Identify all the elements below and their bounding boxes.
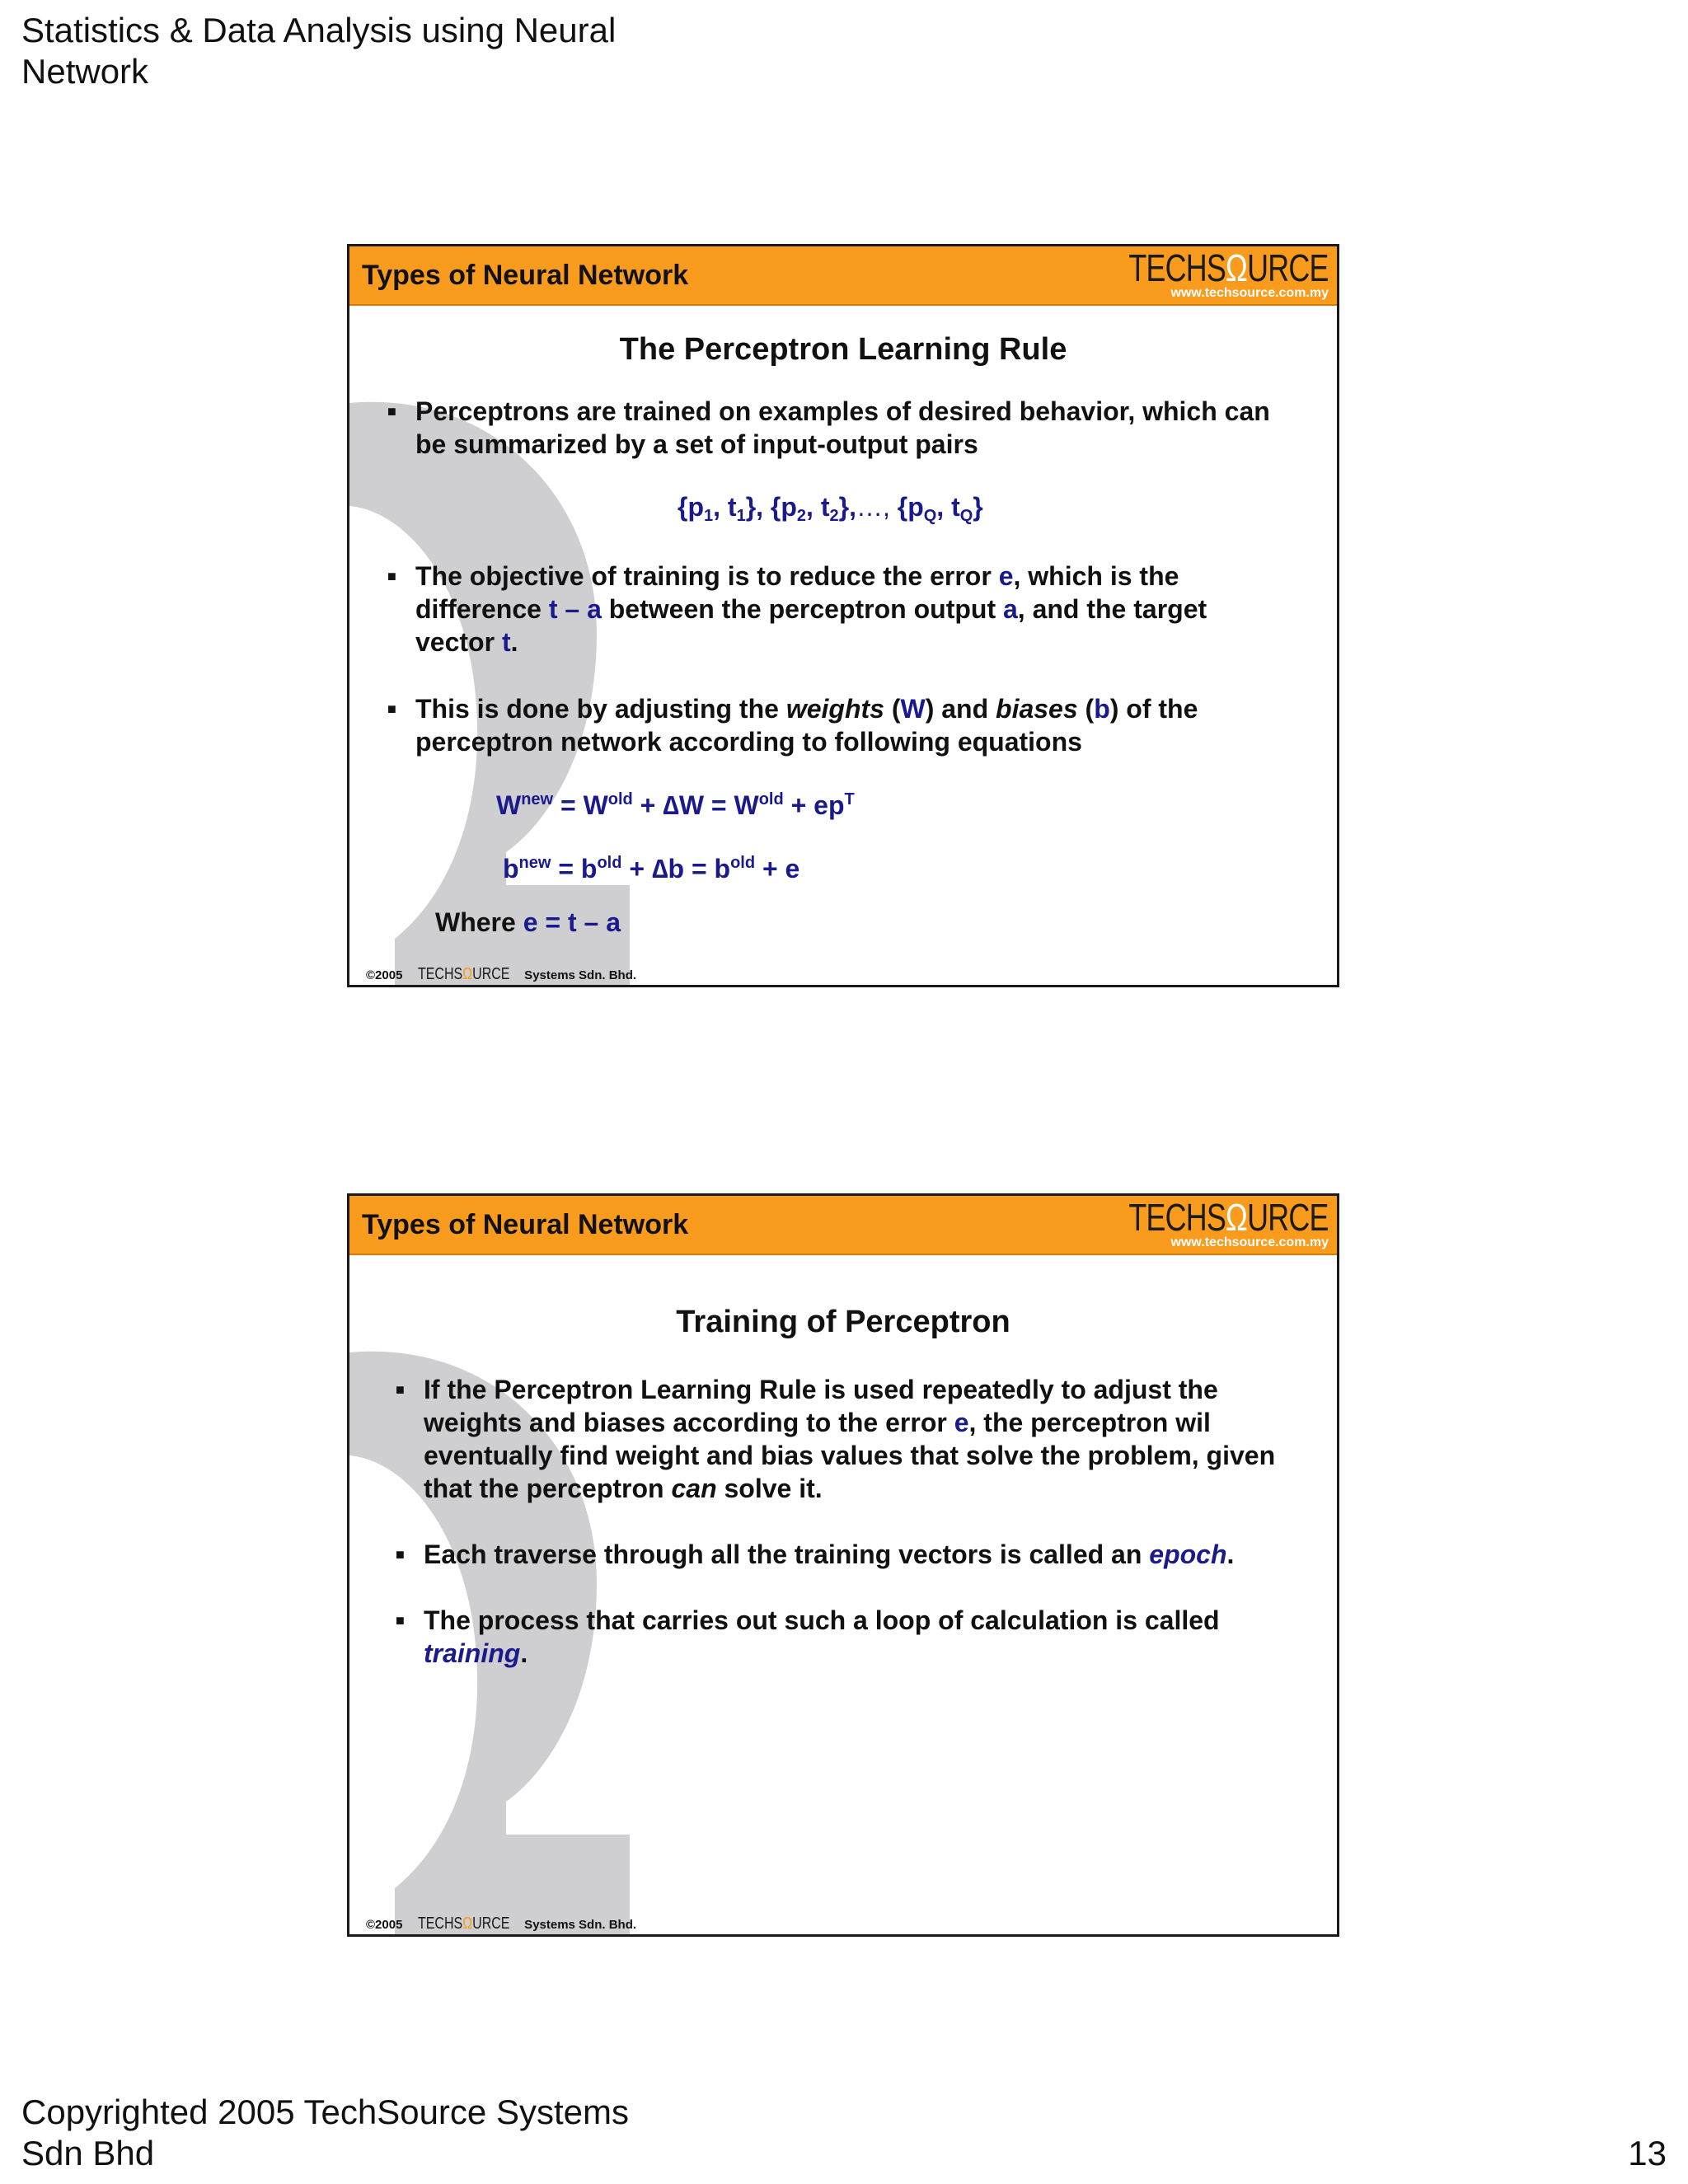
slide-header-title: Types of Neural Network <box>362 260 689 291</box>
document-title: Statistics & Data Analysis using Neural Network <box>21 11 617 91</box>
bullet-objective: ■ The objective of training is to reduce the error e, which is the difference t – a between the perceptron output a, and the target vector t. <box>387 561 1207 657</box>
techsource-logo: TECHSΩURCE www.techsource.com.my <box>1072 1197 1329 1250</box>
slide-header <box>349 1196 1337 1255</box>
slide-copyright: ©2005 TECHSΩURCE Systems Sdn. Bhd. <box>366 1915 637 1933</box>
slide-header-title: Types of Neural Network <box>362 1209 689 1240</box>
document-footer: Copyrighted 2005 TechSource Systems Sdn Bhd <box>21 2093 629 2172</box>
bullet-marker-icon: ■ <box>396 1612 405 1629</box>
slide-header <box>349 246 1337 306</box>
bullet-epoch: ■ Each traverse through all the training vectors is called an epoch. <box>396 1540 1235 1569</box>
techsource-logo: TECHSΩURCE www.techsource.com.my <box>1072 248 1329 301</box>
slide-training-of-perceptron <box>347 1193 1339 1937</box>
slide-perceptron-learning-rule <box>347 244 1339 987</box>
slide-title: The Perceptron Learning Rule <box>619 332 1067 367</box>
bullet-marker-icon: ■ <box>387 568 396 584</box>
page-number: 13 <box>1628 2134 1667 2172</box>
bullet-adjusting-weights: ■ This is done by adjusting the weights (W) and biases (b) of the perceptron network according to following equations <box>387 694 1198 757</box>
slide-copyright: ©2005 TECHSΩURCE Systems Sdn. Bhd. <box>366 965 637 983</box>
bullet-marker-icon: ■ <box>396 1546 405 1563</box>
bullet-marker-icon: ■ <box>387 403 396 419</box>
where-error-definition: Where e = t – a <box>435 907 621 937</box>
bullet-marker-icon: ■ <box>387 701 396 717</box>
logo-url: www.techsource.com.my <box>1170 286 1329 300</box>
bullet-marker-icon: ■ <box>396 1381 405 1398</box>
slide-title: Training of Perceptron <box>676 1305 1010 1339</box>
omega-icon: Ω <box>1226 1196 1248 1239</box>
bias-update-equation: $b^{new} = b^{old} + \Delta b = b^{old} + e$ <box>503 854 800 883</box>
bullet-training-examples: ■ Perceptrons are trained on examples of desired behavior, which can be summarized by a set of input-output pairs <box>387 396 1270 459</box>
bullet-repeated-rule: ■ If the Perceptron Learning Rule is used repeatedly to adjust the weights and biases according to the error e, the perceptron wil eventually find weight and bias values that solve the problem, given that the perceptron can solve it. <box>396 1375 1276 1503</box>
omega-icon: Ω <box>1226 246 1248 289</box>
input-output-pairs: {$p_1$, $t_1$}, {$p_2$, $t_2\},\dots$, {$p_Q$, $t_Q$} <box>678 492 983 525</box>
logo-url: www.techsource.com.my <box>1170 1235 1329 1249</box>
bullet-training: ■ The process that carries out such a loop of calculation is called training. <box>396 1605 1220 1668</box>
weight-update-equation: $W^{new} = W^{old} + \Delta W = W^{old} + ep^T$ <box>496 790 855 820</box>
